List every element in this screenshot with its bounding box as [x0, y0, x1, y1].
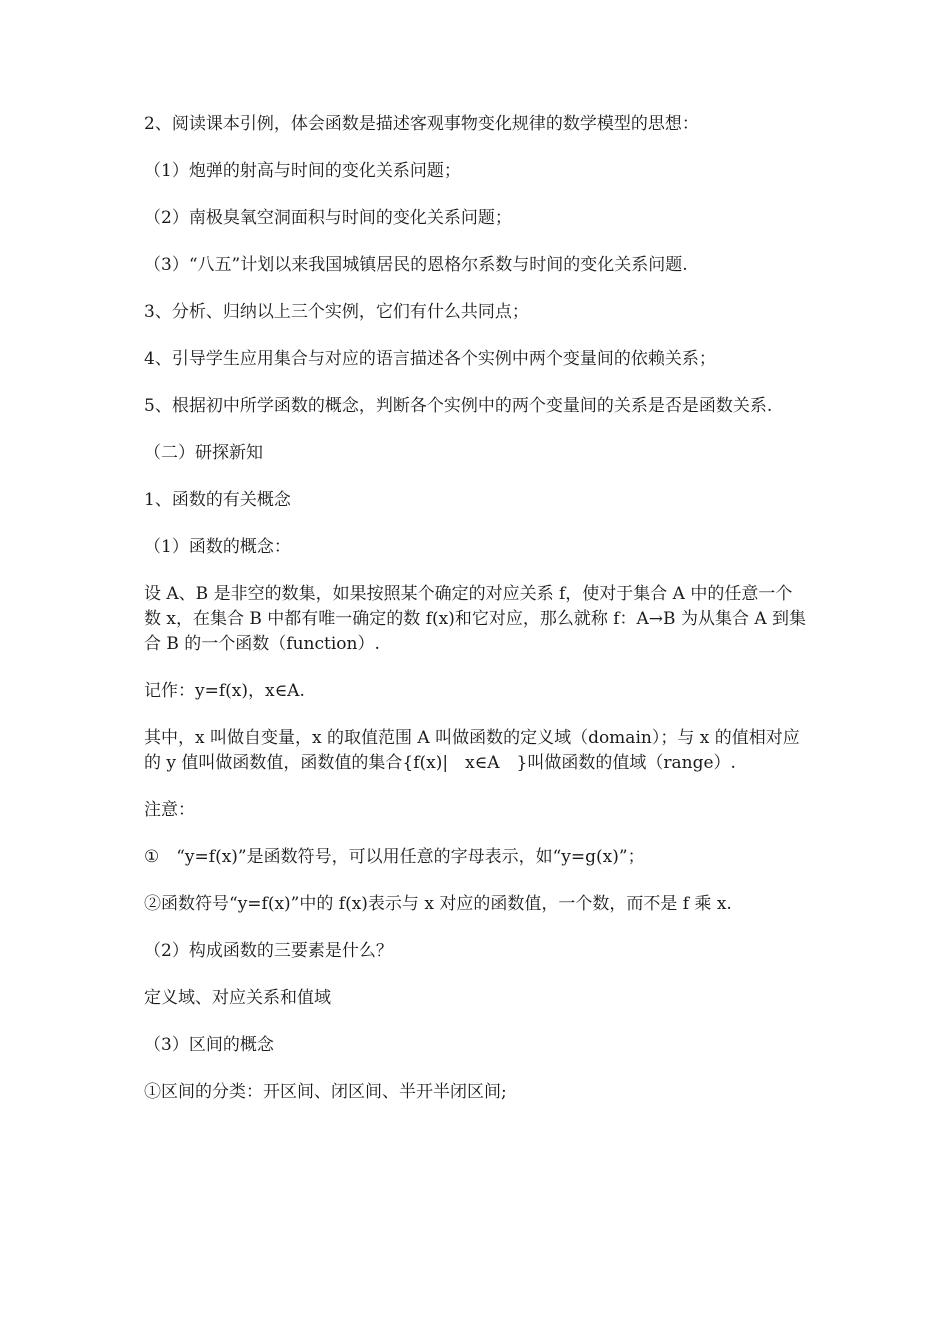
- subheading-three-elements: （2）构成函数的三要素是什么？: [144, 941, 393, 961]
- paragraph-note-2: ②函数符号“y=f(x)”中的 f(x)表示与 x 对应的函数值，一个数，而不是 f 乘 x.: [144, 894, 732, 914]
- paragraph-definition: 设 A、B 是非空的数集，如果按照某个确定的对应关系 f，使对于集合 A 中的任意一个数 x，在集合 B 中都有唯一确定的数 f(x)和它对应，那么就称 f：A→B 为从集合 A 到集合 B 的一个函数（function）.: [144, 584, 807, 654]
- paragraph-notation: 记作：y=f(x)，x∈A.: [144, 681, 305, 701]
- section-heading-new-knowledge: （二）研探新知: [144, 443, 263, 463]
- paragraph-analyze: 3、分析、归纳以上三个实例，它们有什么共同点；: [144, 302, 529, 322]
- subheading-interval-concept: （3）区间的概念: [144, 1035, 274, 1055]
- paragraph-interval-types: ①区间的分类：开区间、闭区间、半开半闭区间;: [144, 1082, 507, 1102]
- paragraph-reading-examples: 2、阅读课本引例，体会函数是描述客观事物变化规律的数学模型的思想：: [144, 114, 699, 134]
- subheading-concept-of-function: （1）函数的概念：: [144, 537, 291, 557]
- subheading-function-concepts: 1、函数的有关概念: [144, 490, 291, 510]
- paragraph-example-3: （3）“八五”计划以来我国城镇居民的恩格尔系数与时间的变化关系问题.: [144, 255, 688, 275]
- paragraph-three-elements-answer: 定义域、对应关系和值域: [144, 988, 331, 1008]
- document-body: [144, 112, 808, 1127]
- paragraph-example-2: （2）南极臭氧空洞面积与时间的变化关系问题；: [144, 208, 512, 228]
- paragraph-judge: 5、根据初中所学函数的概念，判断各个实例中的两个变量间的关系是否是函数关系.: [144, 396, 773, 416]
- paragraph-guide: 4、引导学生应用集合与对应的语言描述各个实例中两个变量间的依赖关系；: [144, 349, 716, 369]
- paragraph-domain-range: 其中，x 叫做自变量，x 的取值范围 A 叫做函数的定义域（domain）；与 x 的值相对应的 y 值叫做函数值，函数值的集合{f(x)| x∈A }叫做函数的值域（range）.: [144, 728, 800, 773]
- paragraph-note-1: ① “y=f(x)”是函数符号，可以用任意的字母表示，如“y=g(x)”；: [144, 847, 645, 867]
- paragraph-example-1: （1）炮弹的射高与时间的变化关系问题；: [144, 161, 461, 181]
- paragraph-note-label: 注意：: [144, 800, 195, 820]
